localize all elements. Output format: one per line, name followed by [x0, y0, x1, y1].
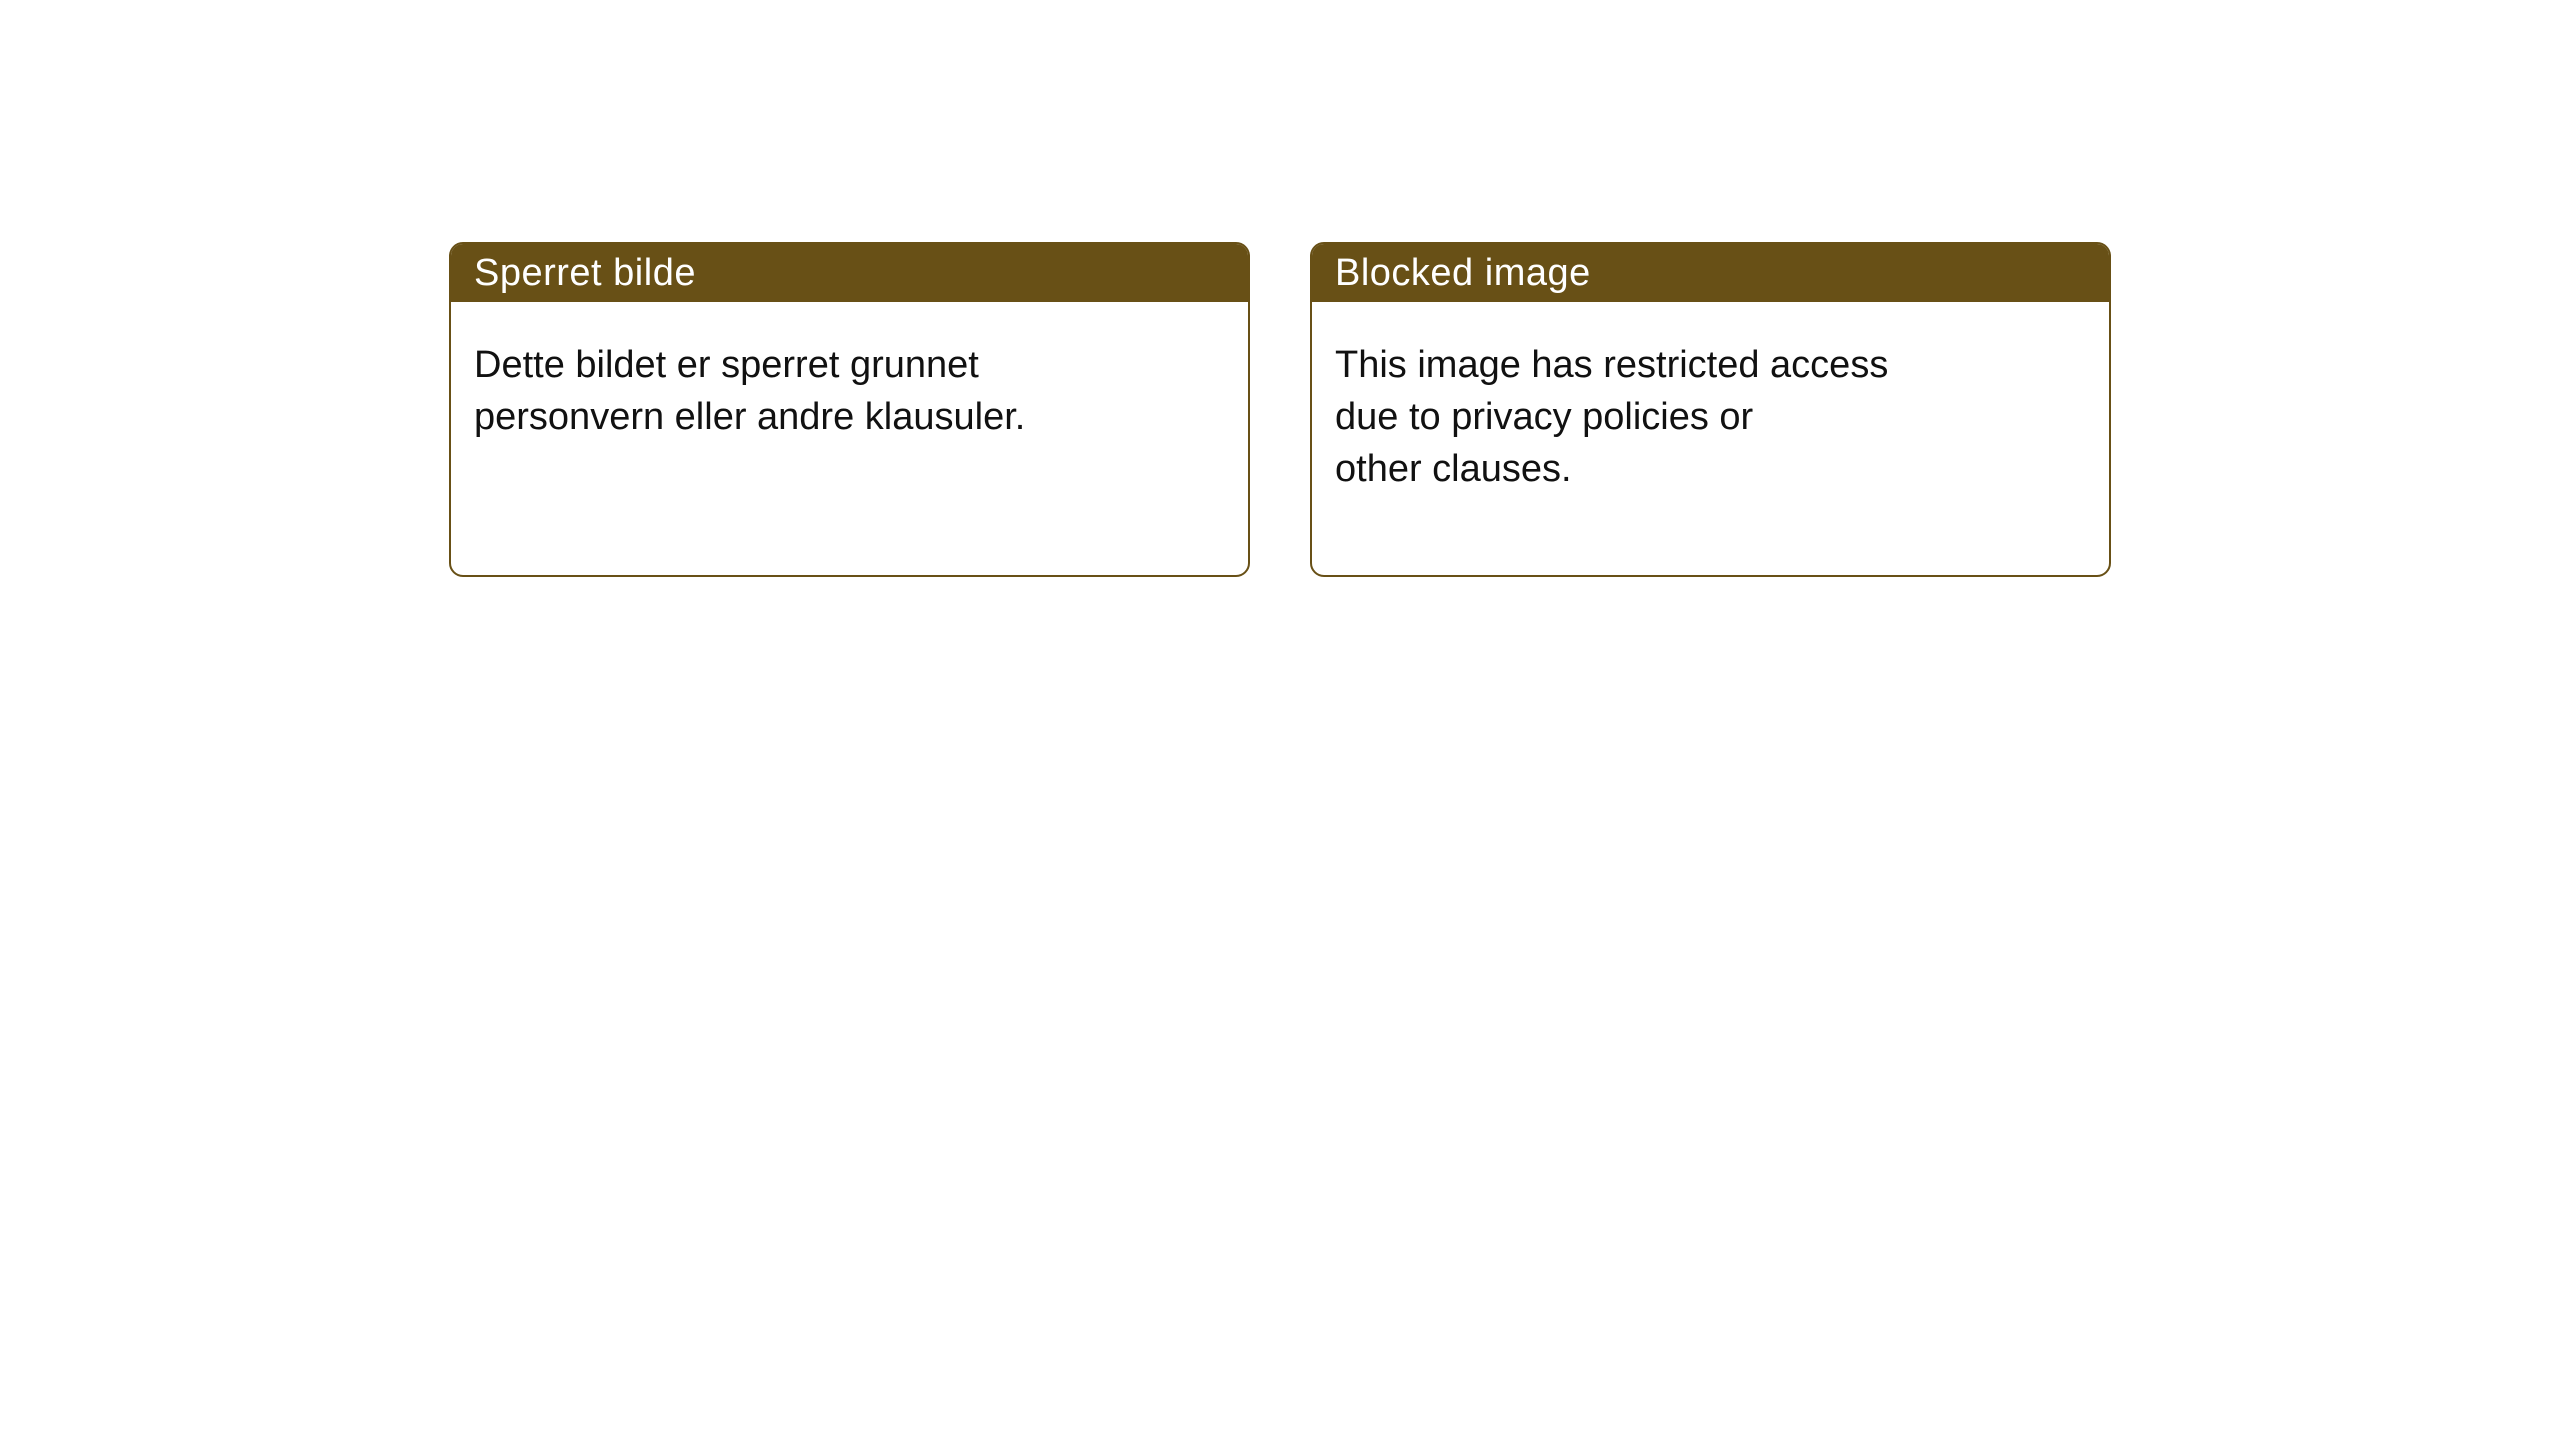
card-body-text-line: other clauses.	[1335, 448, 1572, 490]
card-header	[451, 244, 1248, 302]
blocked-image-card-norwegian	[449, 242, 1250, 577]
card-header	[1312, 244, 2109, 302]
card-body-text-line: Dette bildet er sperret grunnet	[474, 344, 979, 386]
card-body-text-line: due to privacy policies or	[1335, 396, 1754, 438]
card-body	[451, 302, 1248, 443]
card-body-text-line: This image has restricted access	[1335, 344, 1889, 386]
card-title: Sperret bilde	[474, 251, 696, 294]
card-title: Blocked image	[1335, 251, 1591, 294]
card-body	[1312, 302, 2109, 495]
card-body-text-line: personvern eller andre klausuler.	[474, 396, 1026, 438]
blocked-image-card-english	[1310, 242, 2111, 577]
